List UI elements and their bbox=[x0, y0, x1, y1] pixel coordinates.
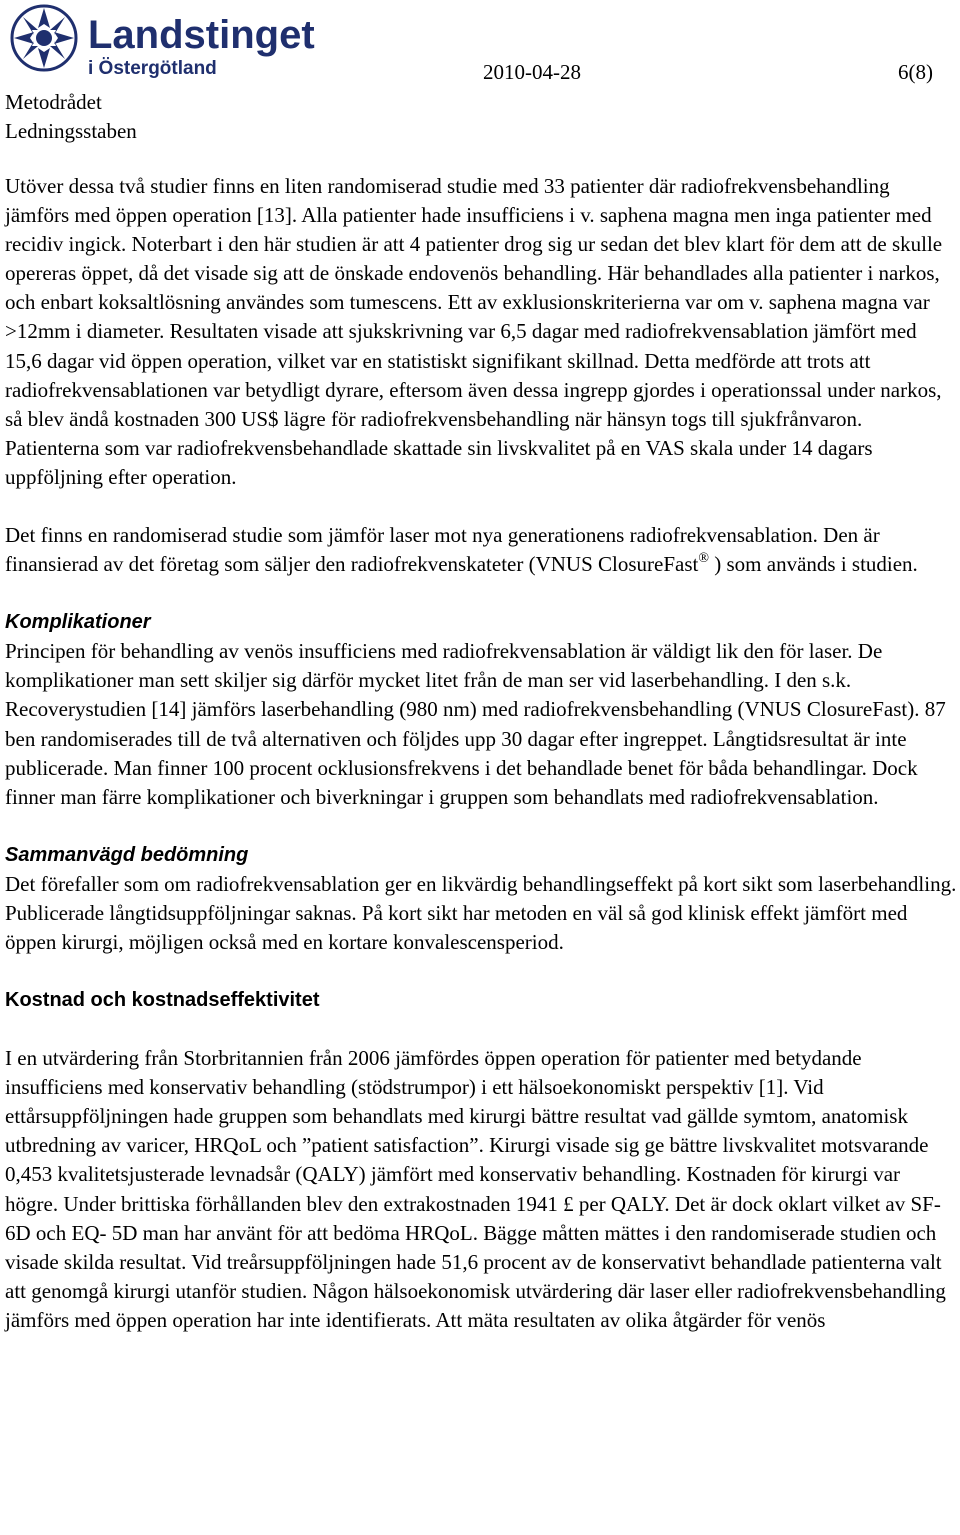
logo-subtitle: i Östergötland bbox=[88, 58, 217, 79]
paragraph: Det förefaller som om radiofrekvensablation ger en likvärdig behandlingseffekt på kort sikt som laserbehandling. Publicerade långtidsuppföljningar saknas. På kort sikt har metoden en väl så god klinisk effekt jämfört med öppen kirurgi, möjligen också med en kortare konvalescensperiod. bbox=[5, 871, 957, 954]
paragraph: Utöver dessa två studier finns en liten randomiserad studie med 33 patienter där radiofrekvensbehandling jämförs med öppen operation [13]. Alla patienter hade insufficiens i v. saphena magna men inga patienter med recidiv ingick. Noterbart i den här studien är att 4 patienter drog sig ur sedan det blev klart för dem att de skulle opereras öppet, då det visade sig att de önskade endovenös behandling. Här behandlades alla patienter i narkos, och enbart koksaltlösning användes som tumescens. Ett av exklusionskriterierna var om v. saphena magna var >12mm i diameter. Resultaten visade att sjukskrivning var 6,5 dagar med radiofrekvensablation jämfört med 15,6 dagar vid öppen operation, vilket var en statistiskt signifikant skillnad. Detta medförde att trots att radiofrekvensablationen var betydligt dyrare, eftersom även dessa ingrepp gjordes i operationssal under narkos, så blev ändå kostnaden 300 US$ lägre för radiofrekvensbehandling när hänsyn togs till sjukfrånvaron. Patienterna som var radiofrekvensbehandlade skattade sin livskvalitet på en VAS skala under 14 dagars uppföljning efter operation. bbox=[5, 174, 943, 489]
paragraph: I en utvärdering från Storbritannien från 2006 jämfördes öppen operation för patienter med betydande insufficiens med konservativ behandling (stödstrumpor) i ett hälsoekonomiskt perspektiv [1]. Vid ettårsuppföljningen hade gruppen som behandlats med kirurgi bättre resultat vad gällde symtom, anatomisk utbredning av varicer, HRQoL och ”patient satisfaction”. Kirurgi visade sig ge bättre livskvalitet motsvarande 0,453 kvalitetsjusterade levnadsår (QALY) jämfört med konservativ behandling. Kostnaden för kirurgi var högre. Under brittiska förhållanden blev den extrakostnaden 1941 £ per QALY. Det är dock oklart vilket av SF-6D och EQ- 5D man har använt för att bedöma HRQoL. Bägge måtten mättes i den randomiserade studien och visade skilda resultat. Vid treårsuppföljningen hade 51,6 procent av de konservativt behandlade patienterna valt att genomgå kirurgi utanför studien. Någon hälsoekonomisk utvärdering där laser eller radiofrekvensbehandling jämförs med öppen operation har inte identifierats. Att mäta resultaten av olika åtgärder för venös bbox=[5, 1046, 946, 1332]
landstinget-logo bbox=[6, 2, 326, 82]
paragraph-text: Det finns en randomiserad studie som jämför laser mot nya generationens radiofrekvensablation. Den är finansierad av det företag som säljer den radiofrekvenskateter (VNUS ClosureFast bbox=[5, 523, 880, 577]
org-line-1: Metodrådet bbox=[5, 90, 102, 114]
document-body bbox=[5, 172, 957, 1335]
page-number: 6(8) bbox=[898, 60, 933, 84]
heading-kostnad: Kostnad och kostnadseffektivitet bbox=[5, 989, 320, 1012]
registered-mark: ® bbox=[698, 551, 709, 567]
heading-komplikationer: Komplikationer bbox=[5, 611, 151, 634]
document-date: 2010-04-28 bbox=[483, 60, 581, 84]
page-header bbox=[0, 0, 960, 150]
landstinget-emblem-icon bbox=[12, 6, 76, 70]
paragraph: Principen för behandling av venös insufficiens med radiofrekvensablation är väldigt lik den för laser. De komplikationer man sett skiljer sig därför mycket litet från de man ser vid laserbehandling. I den s.k. Recoverystudien [14] jämförs laserbehandling (980 nm) med radiofrekvensbehandling (VNUS ClosureFast). 87 ben randomiserades till de två alternativen och följdes upp 30 dagar efter ingreppet. Långtidsresultat är inte publicerade. Man finner 100 procent ocklusionsfrekvens i det behandlade benet för båda behandlingar. Dock finner man färre komplikationer och biverkningar i gruppen som behandlats med radiofrekvensablation. bbox=[5, 639, 946, 809]
org-line-2: Ledningsstaben bbox=[5, 119, 137, 143]
paragraph bbox=[5, 521, 957, 579]
paragraph-text: ) som används i studien. bbox=[709, 552, 918, 577]
heading-sammanvagd-bedomning: Sammanvägd bedömning bbox=[5, 843, 249, 866]
logo-name: Landstinget bbox=[88, 13, 315, 57]
